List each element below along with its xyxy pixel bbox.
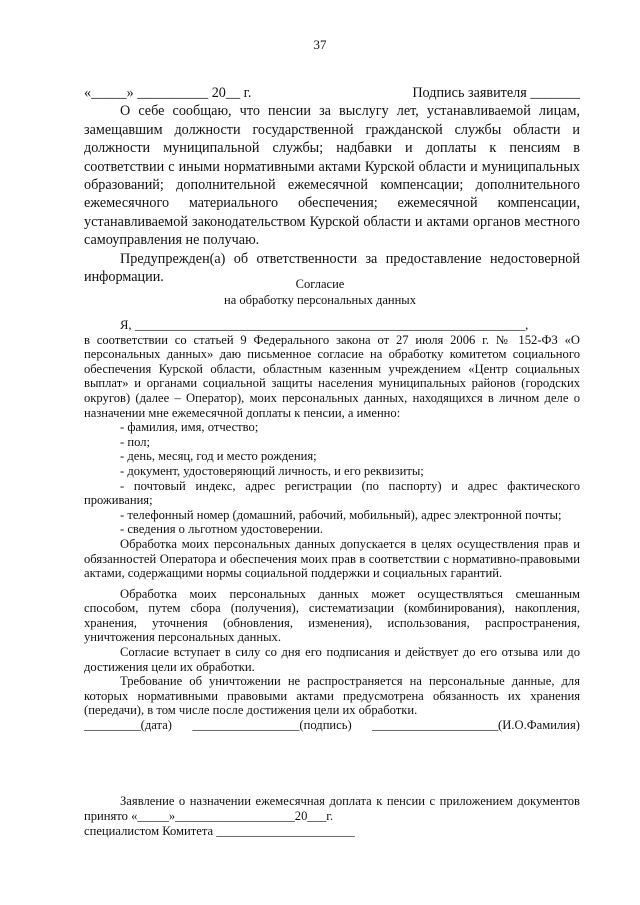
acceptance-note (84, 794, 580, 839)
consent-subtitle: на обработку персональных данных (224, 293, 416, 307)
date-signature-line (84, 84, 580, 102)
validity-paragraph: Согласие вступает в силу со дня его подписания и действует до его отзыва или до достижения цели их обработки. (84, 645, 580, 674)
processing-methods-paragraph: Обработка моих персональных данных может осуществляться смешанным способом, путем сбора (получения), систематизации (комбинирования), накопления, хранения, уточнения (обновления, изменения), использования, распространения, уничтожения персональных данных. (84, 586, 580, 645)
acceptance-line: Заявление о назначении ежемесячная доплата к пенсии с приложением документов принято «_____»___________________20___г. (84, 794, 580, 823)
no-other-pensions-paragraph: О себе сообщаю, что пенсии за выслугу лет, устанавливаемой лицам, замещавшим должности государственной гражданской службы области и должности муниципальной службы; надбавки и доплаты к пенсиям в соответствии с иными нормативными актами Курской области и муниципальных образований; дополнительной ежемесячной компенсации; дополнительного ежемесячного материального обеспечения; ежемесячной компенсации, устанавливаемой законодательством Курской области и актами органов местного самоуправления не получаю. (84, 103, 580, 249)
consent-heading (0, 276, 640, 308)
destruction-paragraph: Требование об уничтожении не распространяется на персональные данные, для которых нормативными правовыми актами предусмотрена обязанность их хранения (передачи), в том числе после достижения цели их обработки. (84, 674, 580, 718)
applicant-signature: Подпись заявителя _______ (412, 85, 580, 101)
specialist-line: специалистом Комитета ______________________ (84, 824, 355, 838)
list-item: - день, месяц, год и место рождения; (120, 449, 317, 464)
consent-signature-field: _________________(подпись) (192, 718, 352, 733)
consent-name-line: Я, ______________________________________________________________, (120, 318, 529, 332)
list-item: - почтовый индекс, адрес регистрации (по паспорту) и адрес фактического проживания; (84, 478, 580, 508)
list-item: - телефонный номер (домашний, рабочий, мобильный), адрес электронной почты; (120, 507, 562, 522)
list-item: - фамилия, имя, отчество; (120, 420, 259, 435)
application-date: «_____» __________ 20__ г. (84, 85, 252, 101)
applicant-statement (84, 84, 580, 286)
consent-signature-row (84, 718, 580, 733)
consent-title: Согласие (295, 277, 345, 291)
liability-warning-paragraph: Предупрежден(а) об ответственности за предоставление недостоверной информации. (84, 250, 580, 286)
consent-body (84, 318, 580, 733)
list-item: - пол; (120, 434, 150, 449)
list-item: - документ, удостоверяющий личность, и его реквизиты; (120, 463, 424, 478)
processing-purpose-paragraph: Обработка моих персональных данных допускается в целях осуществления прав и обязанностей Оператора и обеспечения моих прав в соответствии с нормативно-правовыми актами, содержащими нормы социальной поддержки и социальных гарантий. (84, 536, 580, 581)
page-number: 37 (313, 37, 327, 52)
consent-date-field: _________(дата) (84, 718, 172, 733)
consent-intro: в соответствии со статьей 9 Федерального закона от 27 июля 2006 г. № 152-ФЗ «О персональных данных» даю письменное согласие на обработку комитетом социального обеспечения Курской области, областным казенным учреждением «Центр социальных выплат» и органами социальной защиты населения муниципальных районов (городских округов) (далее – Оператор), моих персональных данных, находящихся в личном деле о назначении мне ежемесячной доплаты к пенсии, а именно: (84, 332, 580, 420)
list-item: - сведения о льготном удостоверении. (120, 522, 323, 537)
consent-name-field: ____________________(И.О.Фамилия) (372, 718, 580, 733)
